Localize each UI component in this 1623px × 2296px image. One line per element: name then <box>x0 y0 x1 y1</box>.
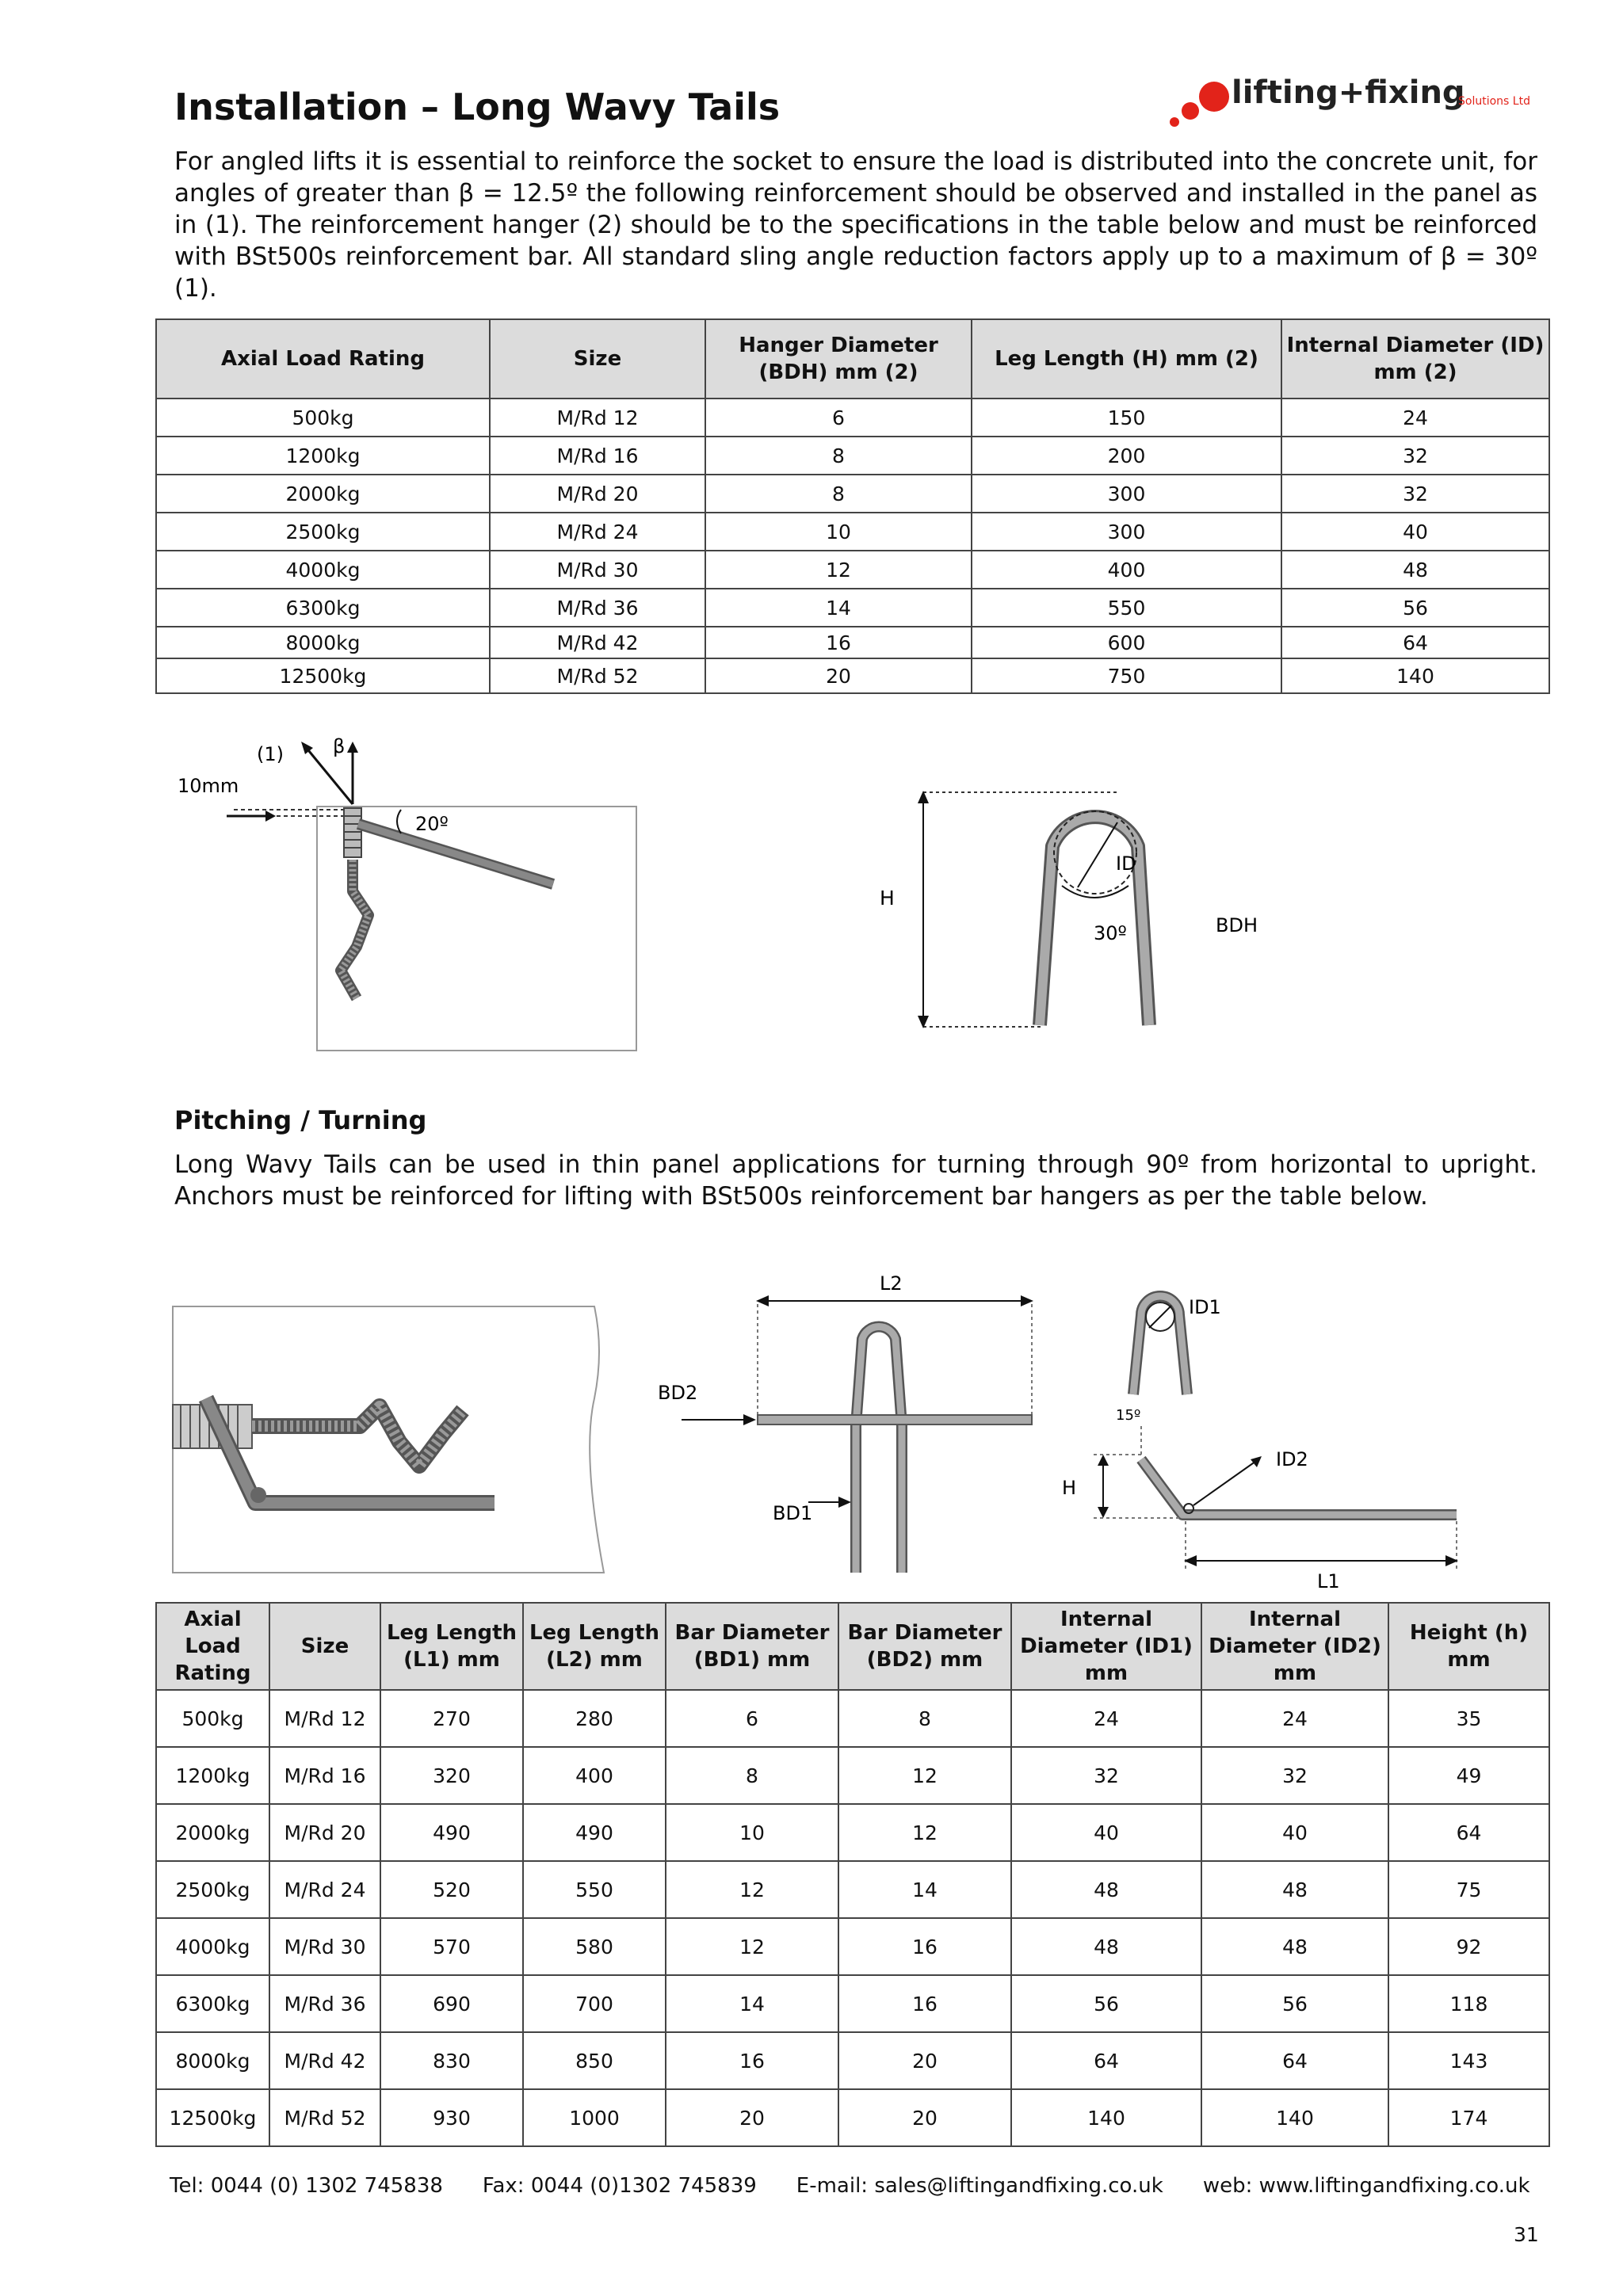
column-header: Leg Length (L2) mm <box>523 1603 666 1690</box>
table-cell: 49 <box>1388 1747 1549 1804</box>
footer-web[interactable]: web: www.liftingandfixing.co.uk <box>1202 2174 1530 2198</box>
table-cell: 600 <box>972 627 1281 658</box>
table-cell: 500kg <box>156 399 490 437</box>
table-cell: 10 <box>666 1804 838 1861</box>
table-row <box>156 551 1549 589</box>
table-header-row <box>156 319 1549 399</box>
logo-dot-small <box>1170 117 1179 127</box>
table-cell: 40 <box>1011 1804 1201 1861</box>
page-number: 31 <box>1514 2223 1539 2246</box>
table-row <box>156 513 1549 551</box>
table-cell: 580 <box>523 1918 666 1975</box>
table-cell: 850 <box>523 2032 666 2089</box>
table-cell: 2500kg <box>156 513 490 551</box>
table-cell: 56 <box>1281 589 1549 627</box>
table-cell: 64 <box>1011 2032 1201 2089</box>
pitching-spec-table <box>155 1602 1550 2147</box>
table-cell: M/Rd 16 <box>490 437 705 475</box>
footer-email[interactable]: E-mail: sales@liftingandfixing.co.uk <box>796 2174 1163 2198</box>
table-cell: 40 <box>1201 1804 1388 1861</box>
table-cell: M/Rd 12 <box>269 1690 380 1747</box>
table-cell: 2000kg <box>156 1804 269 1861</box>
table-row <box>156 399 1549 437</box>
table-cell: 75 <box>1388 1861 1549 1918</box>
table-cell: 520 <box>380 1861 523 1918</box>
l2-label: L2 <box>880 1272 903 1295</box>
table-cell: 750 <box>972 658 1281 693</box>
bdh-label: BDH <box>1216 914 1258 936</box>
bd1-hanger-fill <box>856 1327 902 1573</box>
l1-arrow-right <box>1445 1555 1458 1566</box>
angle-arc <box>397 810 401 833</box>
table-cell: M/Rd 20 <box>490 475 705 513</box>
hanger-diagram <box>864 784 1276 1038</box>
table-cell: 2000kg <box>156 475 490 513</box>
table-cell: M/Rd 30 <box>269 1918 380 1975</box>
table-cell: 550 <box>972 589 1281 627</box>
table-cell: M/Rd 24 <box>269 1861 380 1918</box>
table-cell: M/Rd 36 <box>269 1975 380 2032</box>
table-cell: 16 <box>838 1918 1011 1975</box>
table-cell: 56 <box>1011 1975 1201 2032</box>
table-cell: 320 <box>380 1747 523 1804</box>
table-cell: 12 <box>705 551 972 589</box>
table-row <box>156 1690 1549 1747</box>
table-cell: M/Rd 36 <box>490 589 705 627</box>
table-cell: 280 <box>523 1690 666 1747</box>
table-cell: 830 <box>380 2032 523 2089</box>
table-cell: 490 <box>380 1804 523 1861</box>
table-cell: 16 <box>666 2032 838 2089</box>
column-header: Leg Length (H) mm (2) <box>972 319 1281 399</box>
table-cell: 690 <box>380 1975 523 2032</box>
column-header: Internal Diameter (ID1) mm <box>1011 1603 1201 1690</box>
company-logo <box>1165 68 1537 139</box>
bd1-label: BD1 <box>773 1502 813 1524</box>
table-cell: 140 <box>1201 2089 1388 2146</box>
angle-arc <box>1062 886 1128 898</box>
table-row <box>156 1975 1549 2032</box>
table-cell: 32 <box>1201 1747 1388 1804</box>
table-cell: 1200kg <box>156 437 490 475</box>
id-label: ID <box>1116 852 1136 875</box>
section-heading: Pitching / Turning <box>174 1105 427 1135</box>
table-cell: 48 <box>1201 1918 1388 1975</box>
table-cell: 40 <box>1281 513 1549 551</box>
table-cell: 20 <box>838 2032 1011 2089</box>
table-row <box>156 1747 1549 1804</box>
column-header: Internal Diameter (ID) mm (2) <box>1281 319 1549 399</box>
table-cell: 12500kg <box>156 658 490 693</box>
table-cell: M/Rd 42 <box>490 627 705 658</box>
bd-hanger-diagram <box>650 1268 1062 1585</box>
logo-subtext: Solutions Ltd <box>1458 95 1530 108</box>
table-cell: 14 <box>838 1861 1011 1918</box>
table-cell: M/Rd 42 <box>269 2032 380 2089</box>
table-cell: 56 <box>1201 1975 1388 2032</box>
table-cell: 12 <box>838 1804 1011 1861</box>
table-cell: 48 <box>1281 551 1549 589</box>
table-cell: 48 <box>1011 1861 1201 1918</box>
table-cell: 6300kg <box>156 1975 269 2032</box>
pitching-panel-diagram <box>170 1303 613 1581</box>
id2-arrow <box>1193 1459 1258 1505</box>
table-row <box>156 627 1549 658</box>
table-cell: 14 <box>705 589 972 627</box>
footer-tel: Tel: 0044 (0) 1302 745838 <box>170 2174 443 2198</box>
table-cell: 570 <box>380 1918 523 1975</box>
wavy-tail-icon <box>252 1406 463 1466</box>
table-cell: 150 <box>972 399 1281 437</box>
table-cell: 174 <box>1388 2089 1549 2146</box>
angle-label: 20º <box>415 813 449 835</box>
table-cell: 6 <box>666 1690 838 1747</box>
table-cell: 20 <box>666 2089 838 2146</box>
id1-line <box>1149 1306 1171 1328</box>
table-cell: 2500kg <box>156 1861 269 1918</box>
table-cell: 200 <box>972 437 1281 475</box>
table-cell: M/Rd 52 <box>490 658 705 693</box>
table-cell: 140 <box>1281 658 1549 693</box>
table-cell: 14 <box>666 1975 838 2032</box>
table-cell: 48 <box>1011 1918 1201 1975</box>
h-arrow-bottom <box>1098 1507 1109 1518</box>
table-cell: 20 <box>838 2089 1011 2146</box>
bd1-arrowhead <box>838 1497 851 1508</box>
table-row <box>156 1861 1549 1918</box>
sling-direction-arrow <box>305 746 353 804</box>
gap-arrowhead <box>265 810 276 822</box>
pitching-paragraph: Long Wavy Tails can be used in thin panel applications for turning through 90º from horizontal to upright. Anchors must be reinforced for lifting with BSt500s reinforcement bar hangers as per the table below. <box>174 1150 1537 1211</box>
bd2-label: BD2 <box>658 1382 698 1404</box>
bd2-bar-icon <box>758 1415 1032 1425</box>
h-arrow-bottom <box>918 1016 929 1028</box>
table-cell: 143 <box>1388 2032 1549 2089</box>
id-line <box>1078 822 1117 887</box>
column-header: Size <box>490 319 705 399</box>
label-1: (1) <box>257 743 284 765</box>
column-header: Internal Diameter (ID2) mm <box>1201 1603 1388 1690</box>
table-cell: M/Rd 52 <box>269 2089 380 2146</box>
reinforcement-bar-fill <box>358 824 553 884</box>
table-cell: 700 <box>523 1975 666 2032</box>
table-cell: 118 <box>1388 1975 1549 2032</box>
table-cell: 8 <box>838 1690 1011 1747</box>
column-header: Leg Length (L1) mm <box>380 1603 523 1690</box>
table-cell: 32 <box>1281 475 1549 513</box>
table-cell: 400 <box>523 1747 666 1804</box>
table-cell: 300 <box>972 475 1281 513</box>
table-cell: 6300kg <box>156 589 490 627</box>
table-row <box>156 1804 1549 1861</box>
table-cell: M/Rd 30 <box>490 551 705 589</box>
h-label: H <box>880 887 895 910</box>
table-cell: 270 <box>380 1690 523 1747</box>
page-title: Installation – Long Wavy Tails <box>174 86 781 128</box>
table-cell: 140 <box>1011 2089 1201 2146</box>
table-cell: 12 <box>666 1918 838 1975</box>
table-cell: 300 <box>972 513 1281 551</box>
bd2-arrowhead <box>743 1414 756 1425</box>
footer-fax: Fax: 0044 (0)1302 745839 <box>482 2174 757 2198</box>
table-cell: 32 <box>1011 1747 1201 1804</box>
table-cell: 4000kg <box>156 551 490 589</box>
column-header: Bar Diameter (BD1) mm <box>666 1603 838 1690</box>
table-cell: 400 <box>972 551 1281 589</box>
table-cell: 16 <box>705 627 972 658</box>
angle-label: 15º <box>1116 1407 1141 1424</box>
table-header-row <box>156 1603 1549 1690</box>
table-row <box>156 437 1549 475</box>
table-cell: 24 <box>1011 1690 1201 1747</box>
column-header: Axial Load Rating <box>156 1603 269 1690</box>
bend-detail-diagram <box>1046 1276 1490 1592</box>
table-cell: 8 <box>705 475 972 513</box>
table-cell: 10 <box>705 513 972 551</box>
logo-dot-large <box>1199 82 1229 112</box>
angled-lift-diagram <box>174 737 666 1062</box>
column-header: Bar Diameter (BD2) mm <box>838 1603 1011 1690</box>
intro-paragraph: For angled lifts it is essential to reinforce the socket to ensure the load is distributed into the concrete unit, for angles of greater than β = 12.5º the following reinforcement should be observed and installed in the panel as in (1). The reinforcement hanger (2) should be to the specifications in the table below and must be reinforced with BSt500s reinforcement bar. All standard sling angle reduction factors apply up to a maximum of β = 30º (1). <box>174 147 1537 303</box>
id1-hanger-fill <box>1133 1296 1187 1394</box>
table-cell: 16 <box>838 1975 1011 2032</box>
table-cell: 20 <box>705 658 972 693</box>
table-cell: 12 <box>838 1747 1011 1804</box>
logo-text: lifting+fixing <box>1232 74 1465 111</box>
gap-label: 10mm <box>178 775 239 797</box>
column-header: Height (h) mm <box>1388 1603 1549 1690</box>
column-header: Hanger Diameter (BDH) mm (2) <box>705 319 972 399</box>
id1-label: ID1 <box>1189 1296 1221 1318</box>
table-cell: 24 <box>1201 1690 1388 1747</box>
angle-label: 30º <box>1094 922 1127 944</box>
table-row <box>156 589 1549 627</box>
table-cell: M/Rd 20 <box>269 1804 380 1861</box>
h-label: H <box>1062 1477 1077 1499</box>
table-row <box>156 475 1549 513</box>
table-cell: 48 <box>1201 1861 1388 1918</box>
h-arrow-top <box>1098 1455 1109 1466</box>
table-cell: 32 <box>1281 437 1549 475</box>
logo-dot-medium <box>1182 102 1199 120</box>
table-cell: 8 <box>666 1747 838 1804</box>
vertical-arrowhead <box>347 742 358 753</box>
table-cell: 6 <box>705 399 972 437</box>
table-cell: 92 <box>1388 1918 1549 1975</box>
table-cell: 35 <box>1388 1690 1549 1747</box>
table-cell: 8 <box>705 437 972 475</box>
id2-arrowhead <box>1251 1456 1262 1467</box>
table-cell: 1000 <box>523 2089 666 2146</box>
table-cell: 500kg <box>156 1690 269 1747</box>
table-cell: 64 <box>1281 627 1549 658</box>
table-cell: 4000kg <box>156 1918 269 1975</box>
table-cell: 930 <box>380 2089 523 2146</box>
footer <box>170 2174 1556 2198</box>
table-cell: 12500kg <box>156 2089 269 2146</box>
bar-end-icon <box>250 1487 266 1503</box>
table-row <box>156 2089 1549 2146</box>
table-cell: 24 <box>1281 399 1549 437</box>
table-cell: 64 <box>1201 2032 1388 2089</box>
hanger-spec-table <box>155 318 1550 694</box>
table-cell: 1200kg <box>156 1747 269 1804</box>
table-row <box>156 1918 1549 1975</box>
table-cell: 64 <box>1388 1804 1549 1861</box>
column-header: Size <box>269 1603 380 1690</box>
id2-label: ID2 <box>1276 1448 1308 1470</box>
table-cell: M/Rd 24 <box>490 513 705 551</box>
l1-arrow-left <box>1184 1555 1197 1566</box>
table-cell: M/Rd 16 <box>269 1747 380 1804</box>
l1-label: L1 <box>1317 1570 1340 1592</box>
table-cell: 12 <box>666 1861 838 1918</box>
h-arrow-top <box>918 791 929 803</box>
table-cell: 8000kg <box>156 627 490 658</box>
table-cell: 550 <box>523 1861 666 1918</box>
table-cell: 8000kg <box>156 2032 269 2089</box>
table-cell: M/Rd 12 <box>490 399 705 437</box>
beta-label: β <box>333 737 346 757</box>
table-row <box>156 658 1549 693</box>
table-row <box>156 2032 1549 2089</box>
column-header: Axial Load Rating <box>156 319 490 399</box>
table-cell: 490 <box>523 1804 666 1861</box>
